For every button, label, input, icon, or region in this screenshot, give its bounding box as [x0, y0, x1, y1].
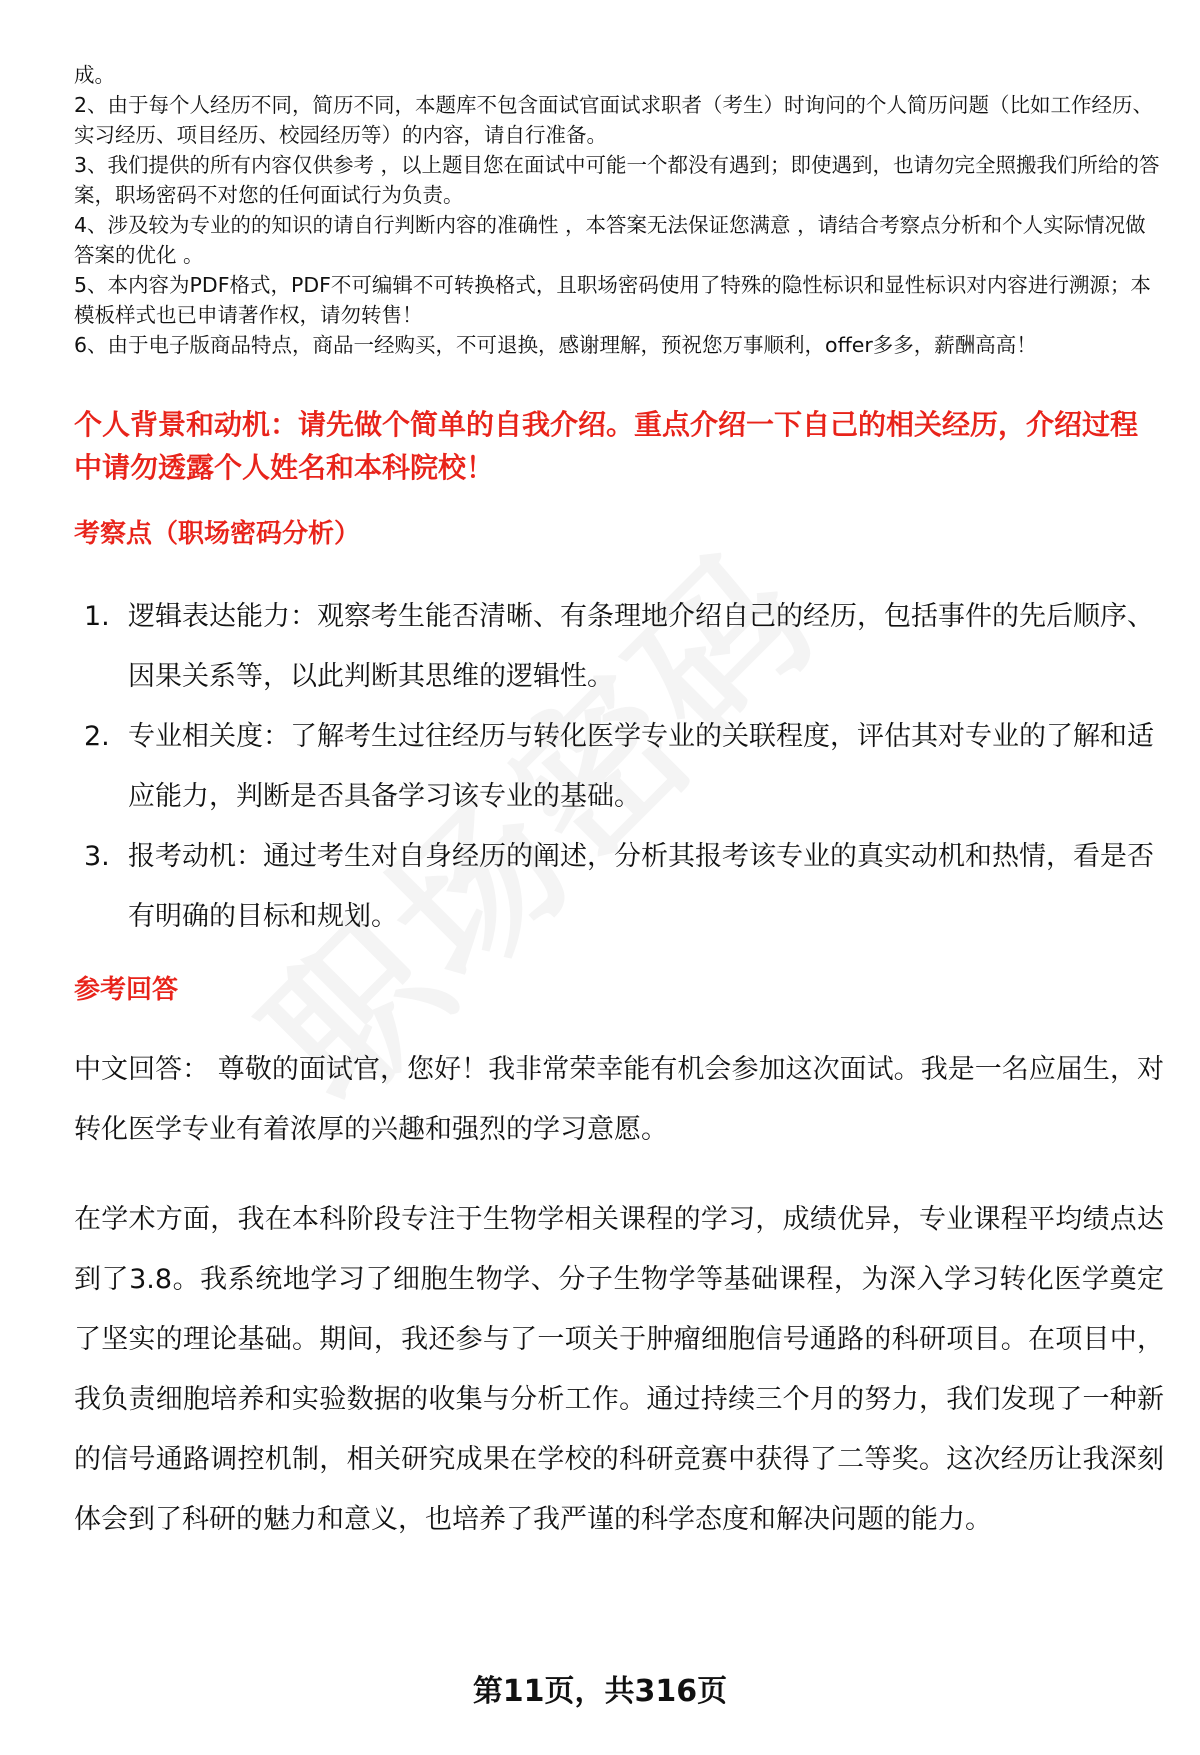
list-item-number: 2.: [84, 721, 110, 752]
note-line: 3、我们提供的所有内容仅供参考 ，以上题目您在面试中可能一个都没有遇到；即使遇到，也请勿完全照搬我们所给的答案，职场密码不对您的任何面试行为负责。: [74, 153, 1160, 207]
list-item: [84, 587, 1164, 707]
list-item-text: 专业相关度：了解考生过往经历与转化医学专业的关联程度，评估其对专业的了解和适应能力，判断是否具备学习该专业的基础。: [128, 721, 1154, 812]
key-points-list: [84, 587, 1164, 947]
list-item: [84, 707, 1164, 827]
answer-paragraph: 中文回答： 尊敬的面试官，您好！我非常荣幸能有机会参加这次面试。我是一名应届生，对转化医学专业有着浓厚的兴趣和强烈的学习意愿。: [74, 1054, 1164, 1145]
list-item-text: 报考动机：通过考生对自身经历的阐述，分析其报考该专业的真实动机和热情，看是否有明确的目标和规划。: [128, 841, 1154, 932]
list-item-number: 3.: [84, 841, 110, 872]
answer-paragraph: 在学术方面，我在本科阶段专注于生物学相关课程的学习，成绩优异，专业课程平均绩点达到了3.8。我系统地学习了细胞生物学、分子生物学等基础课程，为深入学习转化医学奠定了坚实的理论基础。期间，我还参与了一项关于肿瘤细胞信号通路的科研项目。在项目中，我负责细胞培养和实验数据的收集与分析工作。通过持续三个月的努力，我们发现了一种新的信号通路调控机制，相关研究成果在学校的科研竞赛中获得了二等奖。这次经历让我深刻体会到了科研的魅力和意义，也培养了我严谨的科学态度和解决问题的能力。: [74, 1204, 1164, 1535]
list-item-text: 逻辑表达能力：观察考生能否清晰、有条理地介绍自己的经历，包括事件的先后顺序、因果关系等，以此判断其思维的逻辑性。: [128, 601, 1154, 692]
list-item: [84, 827, 1164, 947]
disclaimer-notes: [74, 60, 1164, 360]
page-footer: 第11页，共316页: [472, 1674, 728, 1709]
answer-title: 参考回答: [74, 975, 179, 1005]
question-title: 个人背景和动机：请先做个简单的自我介绍。重点介绍一下自己的相关经历，介绍过程中请勿透露个人姓名和本科院校！: [74, 408, 1139, 484]
note-line: 4、涉及较为专业的的知识的请自行判断内容的准确性 ，本答案无法保证您满意 ，请结合考察点分析和个人实际情况做答案的优化 。: [74, 213, 1146, 267]
note-line: 5、本内容为PDF格式，PDF不可编辑不可转换格式，且职场密码使用了特殊的隐性标识和显性标识对内容进行溯源；本模板样式也已申请著作权，请勿转售！: [74, 273, 1151, 327]
note-line: 6、由于电子版商品特点，商品一经购买，不可退换，感谢理解，预祝您万事顺利，offer多多，薪酬高高！: [74, 333, 1037, 357]
note-line: 2、由于每个人经历不同，简历不同，本题库不包含面试官面试求职者（考生）时询问的个人简历问题（比如工作经历、实习经历、项目经历、校园经历等）的内容，请自行准备。: [74, 93, 1154, 147]
note-line: 成。: [74, 63, 115, 87]
list-item-number: 1.: [84, 601, 110, 632]
key-points-title: 考察点（职场密码分析）: [74, 519, 361, 549]
